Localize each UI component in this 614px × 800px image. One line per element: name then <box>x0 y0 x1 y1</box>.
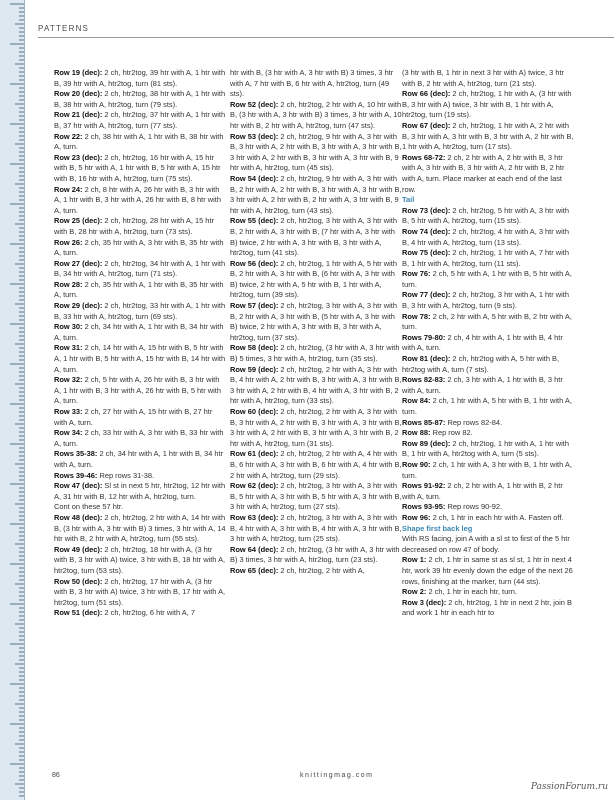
row-instructions: 2 ch, 2 htr with A, 2 htr with B, 3 htr with A, 3 htr with B, 3 htr with A, 2 htr with B, 2 htr with A, turn. Place marker at each end of the last row. <box>402 152 565 194</box>
row-instructions: 2 ch, 1 htr in each htr with A. Fasten off. <box>430 512 564 522</box>
row-instructions: 2 ch, htr2tog, 6 htr with A, 7 <box>102 608 195 618</box>
section-heading <box>402 524 574 535</box>
pattern-row <box>54 343 226 375</box>
row-instructions: 2 ch, htr2tog, 3 htr with A, 1 htr with B, 3 htr with A, htr2tog, turn (9 sts). <box>402 290 570 311</box>
column-2 <box>230 68 402 577</box>
row-instructions: 2 ch, htr2tog, 2 htr with A, 3 htr with B, 3 htr with A, 2 htr with B, 3 htr with A, 3 htr with B, 3 htr with A, 2 htr with B, 3 htr with A, 3 htr with B, 2 htr with A, htr2tog, turn (31 sts). <box>230 407 402 448</box>
row-label: Rows 68-72: <box>402 152 446 162</box>
row-instructions: 2 ch, 35 htr with A, 1 htr with B, 35 htr with A, turn. <box>54 279 224 300</box>
pattern-row <box>54 471 226 482</box>
pattern-row <box>230 449 402 481</box>
row-label: Row 31: <box>54 343 83 353</box>
row-label: Row 88: <box>402 428 431 438</box>
pattern-row <box>230 545 402 566</box>
pattern-row <box>230 174 402 216</box>
pattern-row <box>402 354 574 375</box>
pattern-row <box>402 396 574 417</box>
site-url: knittingmag.com <box>300 772 374 779</box>
row-instructions: 2 ch, htr2tog, 16 htr with A, 15 htr with B, 5 htr with A, 1 htr with B, 5 htr with A, 15 htr with B, 16 htr with A, htr2tog, turn (75 sts). <box>54 152 221 183</box>
row-instructions: Rep rows 82-84. <box>445 417 503 427</box>
row-label: Row 21 (dec): <box>54 110 103 120</box>
row-instructions: 2 ch, htr2tog, 9 htr with A, 3 htr with B, 3 htr with A, 2 htr with B, 3 htr with A, 3 htr with B, 3 htr with A, 2 htr with B, 3 htr with A, 3 htr with B, 9 htr with A, htr2tog, turn (45 sts). <box>230 131 402 173</box>
row-instructions: 2 ch, 34 htr with A, 1 htr with B, 34 htr with A, turn. <box>54 322 224 342</box>
pattern-row <box>54 608 226 619</box>
pattern-row <box>54 68 226 89</box>
row-instructions: With RS facing, join A with a sl st to first of the 5 htr decreased on row 47 of body. <box>402 534 570 554</box>
pattern-row <box>54 259 226 280</box>
pattern-row <box>230 216 402 258</box>
row-instructions: 2 ch, htr2tog, 1 htr with A, 2 htr with B, 3 htr with A, 3 htr with B, 3 htr with A, 2 htr with B, 1 htr with A, htr2tog, turn (17 sts). <box>402 120 574 152</box>
pattern-row <box>54 428 226 449</box>
row-label: Row 78: <box>402 311 431 321</box>
row-label: Row 2: <box>402 587 427 597</box>
row-label: Row 84: <box>402 396 431 406</box>
row-instructions: 2 ch, 14 htr with A, 15 htr with B, 5 htr with A, 1 htr with B, 5 htr with A, 15 htr with B, 14 htr with A, turn. <box>54 343 226 374</box>
pattern-row <box>402 428 574 439</box>
row-label: Rows 85-87: <box>402 417 446 427</box>
row-label: Rows 35-38: <box>54 449 98 459</box>
pattern-row <box>54 89 226 110</box>
row-instructions: htr with B, (3 htr with A, 3 htr with B) 3 times, 3 htr with A, 7 htr with B, 6 htr with A, htr2tog, turn (49 sts). <box>230 68 394 99</box>
row-instructions: 2 ch, htr2tog, 2 htr with A, 4 htr with B, 6 htr with A, 3 htr with B, 6 htr with A, 4 htr with B, 2 htr with A, htr2tog, turn (29 sts). <box>230 449 402 480</box>
pattern-row <box>402 555 574 587</box>
row-label: Rows 82-83: <box>402 375 446 385</box>
pattern-row <box>54 110 226 131</box>
pattern-row <box>402 481 574 502</box>
pattern-row <box>230 301 402 343</box>
watermark: PassionForum.ru <box>530 782 608 792</box>
row-instructions: 2 ch, htr2tog, (3 htr with A, 3 htr with B) 3 times, 3 htr with A, htr2tog, turn (23 sts). <box>230 544 400 565</box>
row-instructions: Rep row 82. <box>430 428 473 438</box>
pattern-row <box>230 407 402 449</box>
row-instructions: 2 ch, htr2tog, 5 htr with A, 3 htr with B, 5 htr with A, htr2tog, turn (15 sts). <box>402 205 570 226</box>
row-instructions: 2 ch, 3 htr with A, 1 htr with B, 3 htr with A, turn. <box>402 375 563 395</box>
row-label: Row 3 (dec): <box>402 597 447 607</box>
column-1 <box>54 68 226 619</box>
row-label: Row 19 (dec): <box>54 68 103 77</box>
row-label: Row 32: <box>54 375 83 385</box>
row-label: Row 30: <box>54 322 83 332</box>
row-instructions: 2 ch, htr2tog, 1 htr in next 2 htr, join B and work 1 htr in each htr to <box>402 597 572 618</box>
pattern-row <box>54 545 226 577</box>
row-instructions: 2 ch, 1 htr with A, 5 htr with B, 1 htr with A, turn. <box>402 396 572 416</box>
page-number: 86 <box>52 772 60 779</box>
pattern-row <box>54 375 226 407</box>
pattern-row <box>54 449 226 470</box>
pattern-row <box>230 343 402 364</box>
row-instructions: 2 ch, 1 htr in each htr, turn. <box>426 587 517 597</box>
row-label: Row 34: <box>54 428 83 438</box>
pattern-row <box>54 322 226 343</box>
row-label: Row 58 (dec): <box>230 343 279 353</box>
pattern-row <box>402 439 574 460</box>
pattern-row <box>402 227 574 248</box>
row-label: Row 65 (dec): <box>230 565 279 575</box>
pattern-row <box>54 238 226 259</box>
pattern-row <box>230 68 402 100</box>
pattern-row <box>402 460 574 481</box>
row-instructions: 2 ch, htr2tog, 4 htr with A, 3 htr with B, 4 htr with A, htr2tog, turn (13 sts). <box>402 226 570 247</box>
row-instructions: 2 ch, 2 htr with A, 1 htr with B, 2 htr with A, turn. <box>402 481 563 501</box>
row-label: Row 48 (dec): <box>54 512 103 522</box>
row-instructions: 2 ch, htr2tog with A, 5 htr with B, htr2tog with A, turn (7 sts). <box>402 354 560 374</box>
row-label: Row 62 (dec): <box>230 481 279 491</box>
row-label: Row 66 (dec): <box>402 89 451 99</box>
row-instructions: 2 ch, htr2tog, 38 htr with A, 1 htr with B, 38 htr with A, htr2tog, turn (79 sts). <box>54 89 226 109</box>
row-label: Row 63 (dec): <box>230 512 279 522</box>
row-instructions: 2 ch, htr2tog, 3 htr with A, 3 htr with B, 4 htr with A, 3 htr with B, 4 htr with A, 3 htr with B, 3 htr with A, htr2tog, turn (25 sts). <box>230 512 402 544</box>
row-instructions: 2 ch, 34 htr with A, 1 htr with B, 34 htr with A, turn. <box>54 449 224 469</box>
pattern-row <box>54 280 226 301</box>
pattern-row <box>402 153 574 195</box>
heading-text: Shape first back leg <box>402 523 473 533</box>
pattern-row <box>402 587 574 598</box>
row-instructions: (3 htr with B, 1 htr in next 3 htr with A) twice, 3 htr with B, 2 htr with A, htr2tog, turn (21 sts). <box>402 68 565 88</box>
row-label: Row 73 (dec): <box>402 205 451 215</box>
row-instructions: Cont on these 57 htr. <box>54 502 124 512</box>
row-label: Row 59 (dec): <box>230 364 279 374</box>
row-instructions: 2 ch, htr2tog, 2 htr with A, <box>278 565 365 575</box>
row-instructions: 2 ch, htr2tog, 1 htr with A, 7 htr with B, 1 htr with A, htr2tog, turn (11 sts). <box>402 248 570 268</box>
row-instructions: 2 ch, 33 htr with A, 3 htr with B, 33 htr with A, turn. <box>54 428 224 448</box>
pattern-row <box>402 312 574 333</box>
row-label: Row 26: <box>54 237 83 247</box>
row-instructions: 2 ch, htr2tog, 3 htr with A, 3 htr with B, 5 htr with A, 3 htr with B, 5 htr with A, 3 htr with B, 3 htr with A, htr2tog, turn (27 sts). <box>230 481 402 512</box>
row-instructions: 2 ch, htr2tog, (3 htr with A, 3 htr with B) 5 times, 3 htr with A, htr2tog, turn (35 sts). <box>230 343 400 364</box>
row-instructions: 2 ch, 2 htr with A, 5 htr with B, 2 htr with A, turn. <box>402 311 572 332</box>
pattern-row <box>402 121 574 153</box>
row-instructions: 2 ch, 4 htr with A, 1 htr with B, 4 htr with A, turn. <box>402 332 563 353</box>
row-label: Row 67 (dec): <box>402 120 451 130</box>
row-label: Row 23 (dec): <box>54 152 103 162</box>
row-label: Row 61 (dec): <box>230 449 279 459</box>
row-instructions: 2 ch, 5 htr with A, 26 htr with B, 3 htr with A, 1 htr with B, 3 htr with A, 26 htr with B, 5 htr with A, turn. <box>54 375 221 406</box>
pattern-row <box>402 68 574 89</box>
row-label: Row 33: <box>54 407 83 416</box>
row-label: Row 77 (dec): <box>402 290 451 300</box>
row-label: Row 27 (dec): <box>54 258 103 268</box>
row-instructions: 2 ch, htr2tog, 1 htr with A, (3 htr with B, 3 htr with A) twice, 3 htr with B, 1 htr with A, htr2tog, turn (19 sts). <box>402 89 572 120</box>
pattern-row <box>402 375 574 396</box>
pattern-row <box>402 248 574 269</box>
row-instructions: Rep rows 31-38. <box>97 470 155 480</box>
pattern-row <box>230 259 402 301</box>
row-instructions: 2 ch, 35 htr with A, 3 htr with B, 35 htr with A, turn. <box>54 237 224 258</box>
row-label: Row 25 (dec): <box>54 216 103 226</box>
row-label: Row 96: <box>402 512 431 522</box>
pattern-row <box>54 577 226 609</box>
pattern-row <box>230 365 402 407</box>
pattern-row <box>230 481 402 513</box>
row-label: Row 55 (dec): <box>230 216 279 226</box>
row-instructions: 2 ch, htr2tog, 2 htr with A, 3 htr with B, 4 htr with A, 2 htr with B, 3 htr with A, 3 htr with B, 3 htr with A, 2 htr with B, 4 htr with A, 3 htr with B, 2 htr with A, htr2tog, turn (33 sts). <box>230 364 402 406</box>
pattern-row <box>54 502 226 513</box>
row-label: Row 89 (dec): <box>402 438 451 448</box>
pattern-row <box>230 100 402 132</box>
row-label: Rows 39-46: <box>54 470 98 480</box>
pattern-row <box>402 333 574 354</box>
pattern-row <box>402 89 574 121</box>
row-label: Row 74 (dec): <box>402 226 451 236</box>
row-label: Row 20 (dec): <box>54 89 103 99</box>
row-label: Row 49 (dec): <box>54 544 103 554</box>
pattern-row <box>402 513 574 524</box>
pattern-row <box>230 513 402 545</box>
row-instructions: 2 ch, htr2tog, 2 htr with A, 14 htr with B, (3 htr with A, 3 htr with B) 3 times, 3 htr with A, 14 htr with B, 2 htr with A, htr2tog, turn (55 sts). <box>54 512 226 544</box>
row-label: Row 50 (dec): <box>54 576 103 586</box>
row-instructions: 2 ch, htr2tog, 1 htr with A, 1 htr with B, 1 htr with A, htr2tog with A, turn (5 sts). <box>402 438 570 459</box>
section-header: PATTERNS <box>38 24 90 33</box>
row-label: Row 56 (dec): <box>230 258 279 268</box>
pattern-row <box>54 407 226 428</box>
pattern-row <box>402 598 574 619</box>
pattern-row <box>54 185 226 217</box>
heading-text: Tail <box>402 195 415 205</box>
row-instructions: 2 ch, 5 htr with A, 1 htr with B, 5 htr with A, turn. <box>402 269 572 289</box>
pattern-row <box>54 481 226 502</box>
row-instructions: 2 ch, htr2tog, 28 htr with A, 15 htr with B, 28 htr with A, htr2tog, turn (73 sts). <box>54 216 214 236</box>
row-instructions: Rep rows 90-92. <box>445 502 503 512</box>
row-label: Row 29 (dec): <box>54 301 103 311</box>
pattern-row <box>402 502 574 513</box>
column-3 <box>402 68 574 619</box>
row-label: Row 53 (dec): <box>230 131 279 141</box>
row-instructions: 2 ch, htr2tog, 3 htr with A, 3 htr with B, 2 htr with A, 3 htr with B, (5 htr with A, 3 htr with B) twice, 2 htr with A, 3 htr with B, 3 htr with A, htr2tog, turn (37 sts). <box>230 301 398 342</box>
pattern-row <box>402 290 574 311</box>
pattern-row <box>54 301 226 322</box>
row-label: Row 57 (dec): <box>230 301 279 311</box>
row-label: Row 1: <box>402 555 427 565</box>
pattern-row <box>54 216 226 237</box>
row-instructions: 2 ch, 1 htr with A, 3 htr with B, 1 htr with A, turn. <box>402 459 572 480</box>
row-instructions: 2 ch, htr2tog, 37 htr with A, 1 htr with B, 37 htr with A, htr2tog, turn (77 sts). <box>54 110 226 130</box>
pattern-row <box>402 534 574 555</box>
row-label: Row 51 (dec): <box>54 608 103 618</box>
row-label: Row 90: <box>402 459 431 469</box>
pattern-row <box>230 132 402 174</box>
row-label: Rows 91-92: <box>402 481 446 491</box>
pattern-row <box>402 418 574 429</box>
pattern-row <box>402 206 574 227</box>
row-instructions: 2 ch, htr2tog, 33 htr with A, 1 htr with B, 33 htr with A, htr2tog, turn (69 sts). <box>54 301 226 321</box>
row-label: Row 54 (dec): <box>230 173 279 183</box>
row-instructions: 2 ch, htr2tog, 34 htr with A, 1 htr with B, 34 htr with A, htr2tog, turn (71 sts). <box>54 258 226 279</box>
row-label: Row 64 (dec): <box>230 544 279 554</box>
row-label: Row 76: <box>402 269 431 279</box>
row-label: Row 75 (dec): <box>402 248 451 258</box>
row-instructions: 2 ch, 1 htr in same st as sl st, 1 htr in next 4 htr, work 39 htr evenly down the edge of the next 26 rows, finishing at the marker, turn (44 sts). <box>402 555 573 586</box>
row-instructions: 2 ch, htr2tog, 1 htr with A, 5 htr with B, 2 htr with A, 3 htr with B, (6 htr with A, 3 htr with B) twice, 2 htr with A, 5 htr with B, 1 htr with A, htr2tog, turn (39 sts). <box>230 258 398 300</box>
tape-measure <box>0 0 25 800</box>
row-instructions: 2 ch, 38 htr with A, 1 htr with B, 38 htr with A, turn. <box>54 131 224 152</box>
row-label: Row 22: <box>54 131 83 141</box>
pattern-row <box>54 153 226 185</box>
row-instructions: 2 ch, 8 htr with A, 26 htr with B, 3 htr with A, 1 htr with B, 3 htr with A, 26 htr with B, 8 htr with A, turn. <box>54 184 221 215</box>
pattern-row <box>54 513 226 545</box>
pattern-row <box>402 269 574 290</box>
pattern-row <box>54 132 226 153</box>
row-label: Rows 79-80: <box>402 332 446 342</box>
section-heading <box>402 195 574 206</box>
row-label: Row 24: <box>54 184 83 194</box>
row-instructions: 2 ch, htr2tog, 17 htr with A, (3 htr with B, 3 htr with A) twice, 3 htr with B, 17 htr with A, htr2tog, turn (51 sts). <box>54 576 226 607</box>
row-instructions: 2 ch, htr2tog, 39 htr with A, 1 htr with B, 39 htr with A, htr2tog, turn (81 sts). <box>54 68 226 88</box>
pattern-row <box>230 566 402 577</box>
row-instructions: 2 ch, htr2tog, 18 htr with A, (3 htr with B, 3 htr with A) twice, 3 htr with B, 18 htr with A, htr2tog, turn (53 sts). <box>54 544 226 575</box>
header-rule <box>38 37 614 38</box>
row-label: Row 52 (dec): <box>230 99 279 109</box>
row-instructions: 2 ch, 27 htr with A, 15 htr with B, 27 htr with A, turn. <box>54 407 213 427</box>
row-instructions: 2 ch, htr2tog, 2 htr with A, 10 htr with B, (3 htr with A, 3 htr with B) 3 times, 3 htr with A, 10 htr with B, 2 htr with A, htr2tog, turn (47 sts). <box>230 99 402 130</box>
row-label: Row 28: <box>54 279 83 289</box>
row-instructions: Sl st in next 5 htr, htr2tog, 12 htr with A, 31 htr with B, 12 htr with A, htr2tog, turn. <box>54 481 226 501</box>
row-instructions: 2 ch, htr2tog, 3 htr with A, 3 htr with B, 2 htr with A, 3 htr with B, (7 htr with A, 3 htr with B) twice, 2 htr with A, 3 htr with B, 3 htr with A, htr2tog, turn (41 sts). <box>230 216 398 258</box>
ruler-ticks <box>0 0 24 800</box>
row-label: Rows 93-95: <box>402 502 446 512</box>
row-label: Row 81 (dec): <box>402 354 451 364</box>
row-instructions: 2 ch, htr2tog, 9 htr with A, 3 htr with B, 2 htr with A, 2 htr with B, 3 htr with A, 3 htr with B, 3 htr with A, 2 htr with B, 2 htr with A, 3 htr with B, 9 htr with A, htr2tog, turn (43 sts). <box>230 173 402 215</box>
row-label: Row 47 (dec): <box>54 481 103 491</box>
row-label: Row 60 (dec): <box>230 407 279 416</box>
